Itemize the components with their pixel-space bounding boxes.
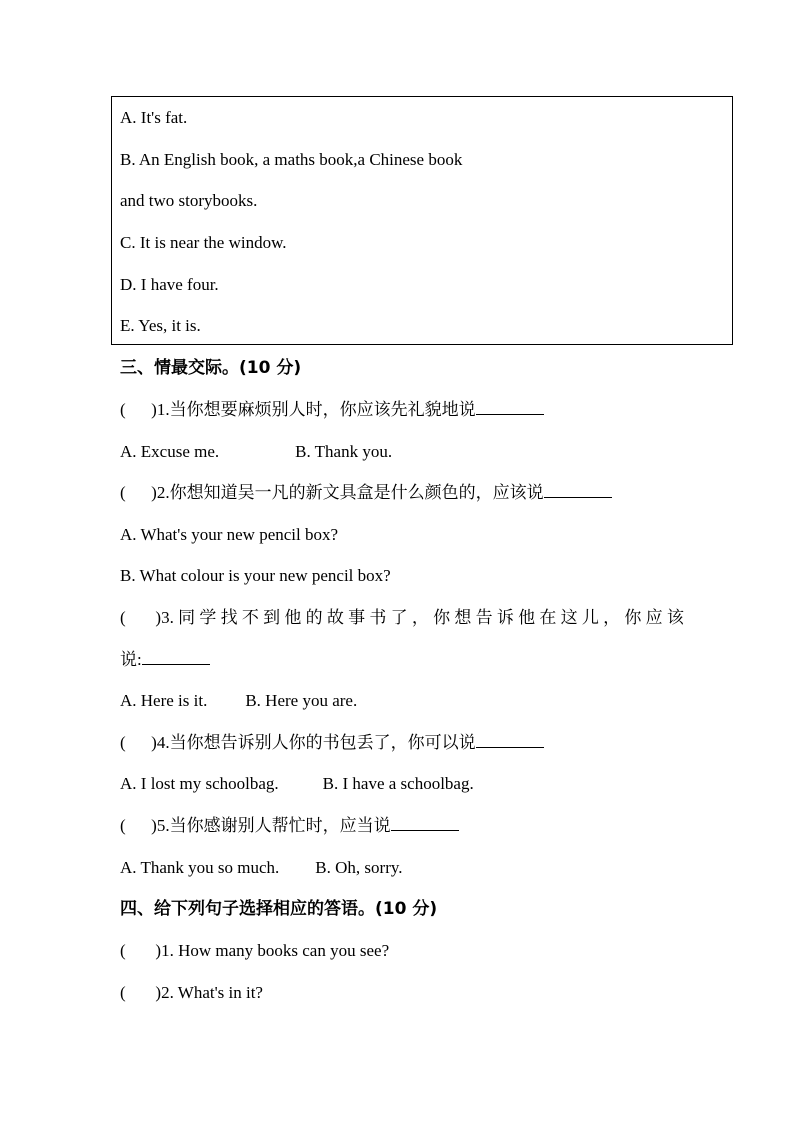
answer-blank[interactable] [391, 816, 459, 831]
s3-q3-options [120, 691, 357, 711]
answer-blank[interactable] [142, 650, 210, 665]
option-b: B. Oh, sorry. [315, 858, 403, 877]
question-text: 3. 同 学 找 不 到 他 的 故 事 书 了 ， 你 想 告 诉 他 在 这 儿 ， 你 应 该 [161, 608, 684, 627]
s4-question-2 [120, 983, 263, 1003]
box-option-c: C. It is near the window. [120, 233, 287, 252]
box-option-b: B. An English book, a maths book,a Chinese book [120, 150, 463, 169]
s3-question-2 [120, 483, 612, 503]
answer-parentheses[interactable]: ( ) [120, 608, 162, 627]
question-text: 1. How many books can you see? [161, 941, 390, 960]
answer-parentheses[interactable]: ( ) [120, 400, 157, 419]
option-a: A. I lost my schoolbag. [120, 774, 279, 793]
section-3-heading: 三、情最交际。(10 分) [120, 358, 302, 378]
answer-options-box [111, 96, 733, 345]
s3-question-1 [120, 400, 544, 420]
option-a: A. Thank you so much. [120, 858, 280, 877]
question-text: 2.你想知道吴一凡的新文具盒是什么颜色的，应该说 [156, 483, 544, 502]
question-text: 2. What's in it? [161, 983, 263, 1002]
question-text-cont: 说: [120, 650, 142, 669]
s3-question-3 [120, 608, 684, 628]
answer-parentheses[interactable]: ( ) [120, 941, 162, 960]
s3-q4-options [120, 774, 474, 794]
option-b: B. Here you are. [245, 691, 358, 710]
option-a: A. Excuse me. [120, 442, 220, 461]
answer-blank[interactable] [476, 733, 544, 748]
option-b: B. I have a schoolbag. [322, 774, 474, 793]
s3-question-3-cont [120, 650, 210, 670]
s4-question-1 [120, 941, 389, 961]
answer-blank[interactable] [544, 483, 612, 498]
answer-parentheses[interactable]: ( ) [120, 483, 157, 502]
question-text: 4.当你想告诉别人你的书包丢了，你可以说 [156, 733, 476, 752]
s3-q2-option-b: B. What colour is your new pencil box? [120, 566, 391, 585]
box-option-d: D. I have four. [120, 275, 219, 294]
question-text: 5.当你感谢别人帮忙时，应当说 [156, 816, 391, 835]
answer-parentheses[interactable]: ( ) [120, 983, 162, 1002]
option-b: B. Thank you. [295, 442, 393, 461]
s3-question-5 [120, 816, 459, 836]
box-option-b-cont: and two storybooks. [120, 191, 258, 210]
s3-q5-options [120, 858, 403, 878]
s3-question-4 [120, 733, 544, 753]
answer-parentheses[interactable]: ( ) [120, 733, 157, 752]
s3-q2-option-a: A. What's your new pencil box? [120, 525, 339, 544]
question-text: 1.当你想要麻烦别人时，你应该先礼貌地说 [156, 400, 476, 419]
answer-parentheses[interactable]: ( ) [120, 816, 157, 835]
s3-q1-options [120, 442, 392, 462]
section-4-heading: 四、给下列句子选择相应的答语。(10 分) [120, 899, 438, 919]
option-a: A. Here is it. [120, 691, 208, 710]
box-option-e: E. Yes, it is. [120, 316, 201, 335]
box-option-a: A. It's fat. [120, 108, 188, 127]
answer-blank[interactable] [476, 400, 544, 415]
